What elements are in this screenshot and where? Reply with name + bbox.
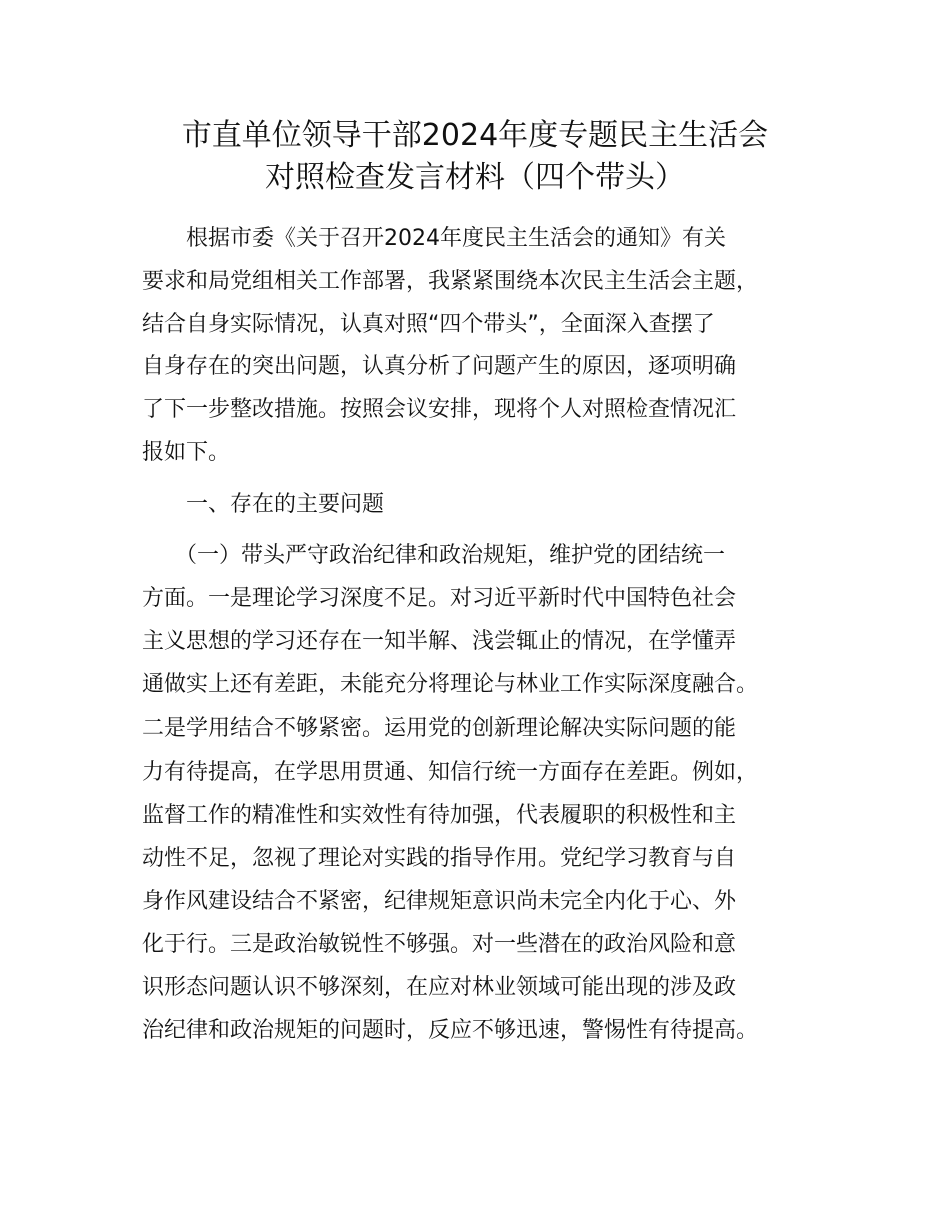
body-line: （一）带头严守政治纪律和政治规矩，维护党的团结统一 — [142, 543, 726, 568]
body-line: 结合自身实际情况，认真对照“四个带头”，全面深入查摆了 — [142, 312, 715, 337]
body-line: 报如下。 — [142, 440, 231, 465]
body-line: 通做实上还有差距，未能充分将理论与林业工作实际深度融合。 — [142, 672, 759, 697]
body-line: 识形态问题认识不够深刻，在应对林业领域可能出现的涉及政 — [142, 975, 737, 1000]
body-line: 治纪律和政治规矩的问题时，反应不够迅速，警惕性有待提高。 — [142, 1018, 759, 1043]
body-line: 动性不足，忽视了理论对实践的指导作用。党纪学习教育与自 — [142, 846, 737, 871]
body-line: 方面。一是理论学习深度不足。对习近平新时代中国特色社会 — [142, 586, 737, 611]
body-line: 自身存在的突出问题，认真分析了问题产生的原因，逐项明确 — [142, 354, 737, 379]
body-line: 身作风建设结合不紧密，纪律规矩意识尚未完全内化于心、外 — [142, 889, 737, 914]
document-title-line-2: 对照检查发言材料（四个带头） — [265, 160, 685, 195]
body-line: 要求和局党组相关工作部署，我紧紧围绕本次民主生活会主题， — [142, 269, 759, 294]
section-heading: 一、存在的主要问题 — [142, 492, 385, 517]
body-line: 化于行。三是政治敏锐性不够强。对一些潜在的政治风险和意 — [142, 932, 737, 957]
document-title-line-1: 市直单位领导干部2024年度专题民主生活会 — [181, 118, 769, 153]
body-line: 力有待提高，在学思用贯通、知信行统一方面存在差距。例如， — [142, 760, 759, 785]
body-line: 了下一步整改措施。按照会议安排，现将个人对照检查情况汇 — [142, 397, 737, 422]
body-line: 根据市委《关于召开2024年度民主生活会的通知》有关 — [142, 226, 726, 251]
body-line: 二是学用结合不够紧密。运用党的创新理论解决实际问题的能 — [142, 716, 737, 741]
body-line: 主义思想的学习还存在一知半解、浅尝辄止的情况，在学懂弄 — [142, 629, 737, 654]
body-line: 监督工作的精准性和实效性有待加强，代表履职的积极性和主 — [142, 803, 737, 828]
